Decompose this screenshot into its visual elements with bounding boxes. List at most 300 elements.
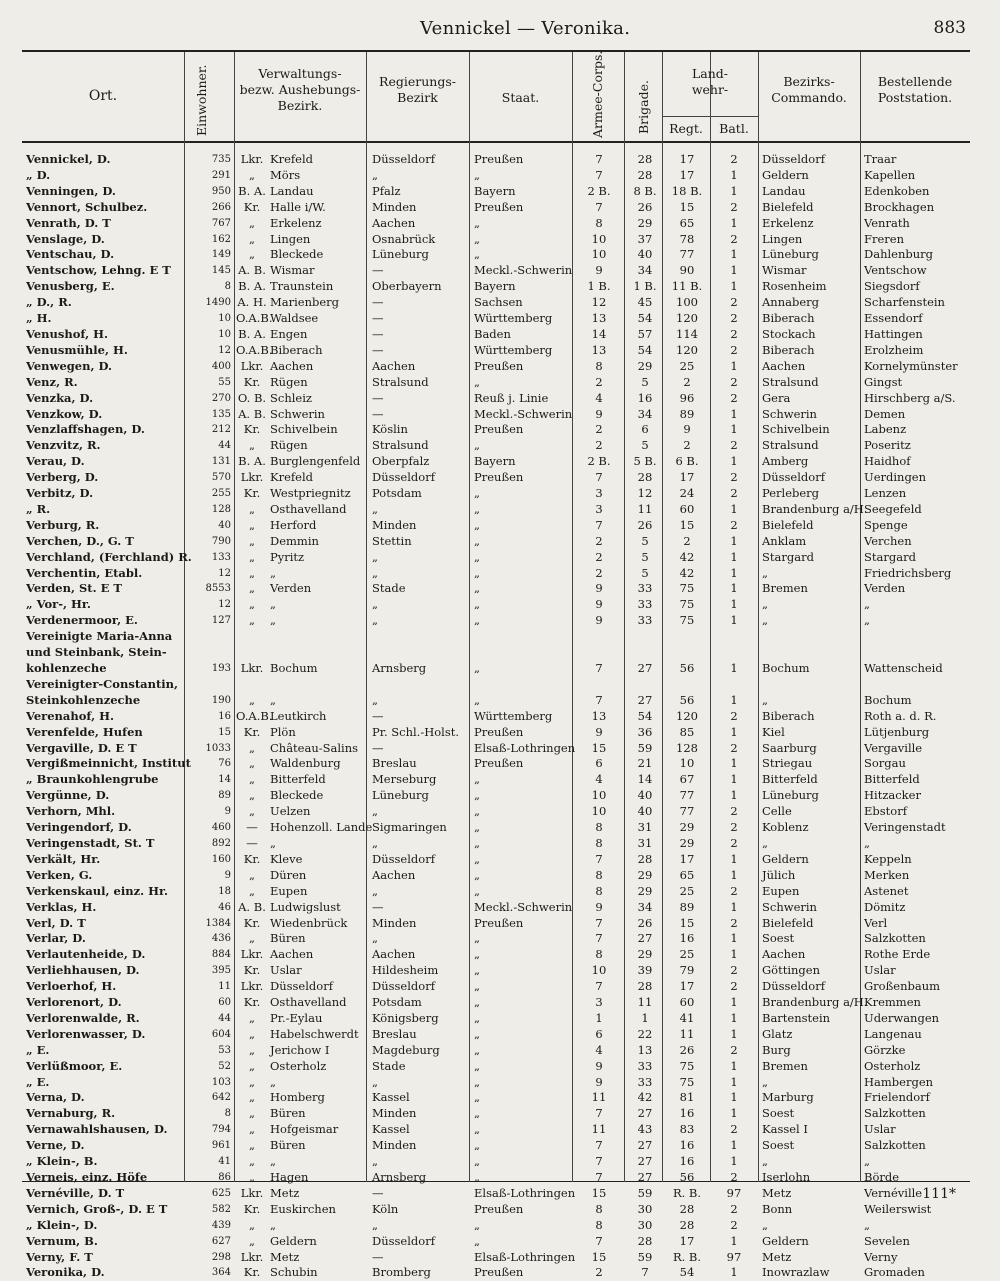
cell-gov-district: Lüneburg xyxy=(372,247,429,262)
cell-state: „ xyxy=(474,963,480,978)
cell-landwehr-batl: 2 xyxy=(730,1201,738,1216)
cell-state: Preußen xyxy=(474,470,524,485)
cell-admin-type: A. H. xyxy=(237,295,267,310)
cell-admin-district: Waldsee xyxy=(270,311,319,326)
table-row xyxy=(22,836,970,852)
cell-landwehr-batl: 2 xyxy=(730,470,738,485)
cell-landwehr-regt: 18 B. xyxy=(671,183,703,198)
cell-district-command: Schwerin xyxy=(762,899,817,914)
cell-landwehr-regt: 60 xyxy=(679,501,695,516)
cell-landwehr-regt: 25 xyxy=(679,947,695,962)
cell-landwehr-batl: 1 xyxy=(730,167,738,182)
cell-gov-district: Oberbayern xyxy=(372,279,442,294)
cell-gov-district: Potsdam xyxy=(372,486,422,501)
cell-admin-district: Château-Salins xyxy=(270,740,359,755)
cell-population: 9 xyxy=(224,869,231,881)
cell-landwehr-regt: 65 xyxy=(679,867,695,882)
cell-brigade: 5 xyxy=(641,533,649,548)
cell-landwehr-batl: 1 xyxy=(730,215,738,230)
cell-admin-type: Lkr. xyxy=(240,1249,264,1264)
header-landwehr-line2: wehr- xyxy=(691,82,729,97)
cell-state: Bayern xyxy=(474,454,516,469)
cell-landwehr-batl: 1 xyxy=(730,454,738,469)
cell-landwehr-batl: 2 xyxy=(730,486,738,501)
cell-brigade: 36 xyxy=(637,724,653,739)
cell-admin-district: Herford xyxy=(270,517,317,532)
cell-state: „ xyxy=(474,581,480,596)
cell-admin-district: Hohenzoll. Lande xyxy=(270,820,373,835)
cell-post-station: Verchen xyxy=(864,533,912,548)
cell-brigade: 34 xyxy=(637,406,653,421)
cell-landwehr-batl: 2 xyxy=(730,1122,738,1137)
cell-brigade: 22 xyxy=(637,1026,653,1041)
cell-post-station: Hitzacker xyxy=(864,788,921,803)
cell-landwehr-regt: 17 xyxy=(679,167,695,182)
cell-landwehr-regt: 128 xyxy=(676,740,698,755)
cell-district-command: „ xyxy=(762,613,768,628)
cell-place: „ R. xyxy=(26,501,51,516)
cell-admin-type: „ xyxy=(249,740,255,755)
cell-admin-type: Lkr. xyxy=(240,470,264,485)
table-row xyxy=(22,327,970,343)
cell-landwehr-regt: 120 xyxy=(676,311,698,326)
cell-gov-district: — xyxy=(372,740,384,755)
cell-state: „ xyxy=(474,565,480,580)
cell-state: „ xyxy=(474,1233,480,1248)
cell-district-command: „ xyxy=(762,1217,768,1232)
cell-population: 735 xyxy=(211,154,231,165)
cell-brigade: 29 xyxy=(637,358,653,373)
cell-population: 133 xyxy=(211,551,231,563)
cell-landwehr-regt: 89 xyxy=(679,406,695,421)
table-row xyxy=(22,804,970,820)
cell-district-command: Stralsund xyxy=(762,438,819,453)
cell-army-corps: 15 xyxy=(591,740,607,755)
table-row xyxy=(22,1186,970,1202)
cell-state: Elsaß-Lothringen xyxy=(474,1249,576,1264)
header-landwehr-line1: Land- xyxy=(691,66,729,81)
cell-landwehr-batl: 1 xyxy=(730,756,738,771)
header-bezirkscommando xyxy=(758,74,860,106)
cell-admin-district: Verden xyxy=(270,581,312,596)
cell-gov-district: Düsseldorf xyxy=(372,979,435,994)
cell-admin-district: „ xyxy=(270,613,276,628)
cell-army-corps: 2 xyxy=(595,1265,603,1280)
cell-population: 950 xyxy=(211,185,231,197)
cell-landwehr-regt: 16 xyxy=(679,1154,695,1169)
cell-landwehr-regt: 85 xyxy=(679,724,695,739)
cell-landwehr-regt: 17 xyxy=(679,851,695,866)
cell-gov-district: — xyxy=(372,406,384,421)
cell-place: Verlorenwasser, D. xyxy=(26,1026,146,1041)
header-landwehr xyxy=(662,66,758,98)
cell-landwehr-regt: 24 xyxy=(679,486,695,501)
cell-district-command: Soest xyxy=(762,1138,795,1153)
cell-landwehr-batl: 1 xyxy=(730,1138,738,1153)
table-row xyxy=(22,454,970,470)
header-verwaltung xyxy=(234,66,366,114)
header-bezirkscommando-line1: Bezirks- xyxy=(783,74,835,89)
cell-population: 627 xyxy=(211,1235,231,1247)
cell-brigade: 8 B. xyxy=(633,183,657,198)
cell-landwehr-batl: 1 xyxy=(730,422,738,437)
cell-gov-district: — xyxy=(372,1185,384,1200)
cell-brigade: 14 xyxy=(637,772,653,787)
cell-district-command: Bielefeld xyxy=(762,199,814,214)
cell-brigade: 29 xyxy=(637,215,653,230)
cell-army-corps: 1 xyxy=(595,1010,603,1025)
cell-admin-district: Eupen xyxy=(270,883,308,898)
cell-state: „ xyxy=(474,486,480,501)
cell-gov-district: Sigmaringen xyxy=(372,820,447,835)
cell-landwehr-regt: 2 xyxy=(683,374,691,389)
cell-district-command: Bielefeld xyxy=(762,915,814,930)
cell-army-corps: 13 xyxy=(591,342,607,357)
cell-admin-type: O.A.B. xyxy=(236,311,273,326)
cell-place: Ventschau, D. xyxy=(26,247,115,262)
cell-landwehr-batl: 1 xyxy=(730,692,738,707)
cell-place: Verdenermoor, E. xyxy=(26,613,138,628)
cell-landwehr-batl: 1 xyxy=(730,1090,738,1105)
cell-landwehr-batl: 1 xyxy=(730,1233,738,1248)
cell-gov-district: Aachen xyxy=(372,947,416,962)
cell-admin-type: Kr. xyxy=(243,963,261,978)
cell-state: „ xyxy=(474,374,480,389)
cell-brigade: 27 xyxy=(637,692,653,707)
cell-gov-district: — xyxy=(372,326,384,341)
cell-place: Veringenstadt, St. T xyxy=(26,835,155,850)
cell-district-command: Annaberg xyxy=(762,295,820,310)
cell-district-command: Bremen xyxy=(762,1058,808,1073)
cell-landwehr-regt: R. B. xyxy=(672,1249,702,1264)
table-row xyxy=(22,375,970,391)
cell-district-command: Lüneburg xyxy=(762,788,819,803)
cell-admin-type: O.A.B. xyxy=(236,342,273,357)
cell-district-command: Glatz xyxy=(762,1026,793,1041)
cell-landwehr-regt: 56 xyxy=(679,692,695,707)
cell-gov-district: Stralsund xyxy=(372,438,429,453)
cell-gov-district: Potsdam xyxy=(372,995,422,1010)
cell-post-station: Bitterfeld xyxy=(864,772,920,787)
cell-district-command: Düsseldorf xyxy=(762,979,825,994)
cell-landwehr-regt: 77 xyxy=(679,247,695,262)
header-staat: Staat. xyxy=(501,90,540,105)
cell-population: 12 xyxy=(218,344,231,356)
cell-population: 44 xyxy=(218,1012,231,1024)
cell-brigade: 59 xyxy=(637,1185,653,1200)
cell-army-corps: 9 xyxy=(595,613,603,628)
cell-place: Verkält, Hr. xyxy=(26,851,101,866)
cell-state: „ xyxy=(474,772,480,787)
cell-landwehr-regt: 16 xyxy=(679,1106,695,1121)
cell-landwehr-batl: 1 xyxy=(730,661,738,675)
cell-admin-type: „ xyxy=(249,1106,255,1121)
cell-gov-district: — xyxy=(372,311,384,326)
cell-gov-district: „ xyxy=(372,167,378,182)
table-row xyxy=(22,359,970,375)
cell-landwehr-batl: 2 xyxy=(730,152,738,166)
cell-landwehr-batl: 2 xyxy=(730,708,738,723)
cell-gov-district: Kassel xyxy=(372,1090,410,1105)
cell-post-station: Kornelymünster xyxy=(864,358,958,373)
cell-army-corps: 11 xyxy=(591,1090,607,1105)
cell-gov-district: Aachen xyxy=(372,867,416,882)
cell-district-command: Düsseldorf xyxy=(762,152,825,166)
cell-landwehr-batl: 2 xyxy=(730,915,738,930)
cell-post-station: Traar xyxy=(864,152,897,166)
cell-admin-type: A. B. xyxy=(238,406,266,421)
cell-brigade: 1 xyxy=(641,1010,649,1025)
cell-population: 190 xyxy=(211,694,231,706)
cell-state: „ xyxy=(474,549,480,564)
cell-gov-district: Hildesheim xyxy=(372,963,439,978)
cell-population: 55 xyxy=(218,376,231,388)
cell-admin-type: „ xyxy=(249,772,255,787)
cell-place: Vennort, Schulbez. xyxy=(26,199,148,214)
cell-army-corps: 2 xyxy=(595,438,603,453)
cell-brigade: 34 xyxy=(637,263,653,278)
cell-population: 291 xyxy=(211,169,231,181)
cell-gov-district: Minden xyxy=(372,1138,417,1153)
cell-brigade: 54 xyxy=(637,708,653,723)
cell-admin-district: Krefeld xyxy=(270,152,313,166)
cell-post-station: Osterholz xyxy=(864,1058,921,1073)
cell-post-station: „ xyxy=(864,597,870,612)
table-row xyxy=(22,709,970,725)
cell-place: Vergaville, D. E T xyxy=(26,740,137,755)
cell-gov-district: Kassel xyxy=(372,1122,410,1137)
cell-post-station: Merken xyxy=(864,867,910,882)
cell-landwehr-batl: 1 xyxy=(730,533,738,548)
cell-place: „ Klein-, D. xyxy=(26,1217,98,1232)
cell-landwehr-batl: 2 xyxy=(730,342,738,357)
cell-population: 12 xyxy=(218,599,231,611)
cell-district-command: Burg xyxy=(762,1042,791,1057)
cell-landwehr-regt: 6 B. xyxy=(675,454,699,469)
cell-landwehr-batl: 2 xyxy=(730,326,738,341)
table-row xyxy=(22,407,970,423)
cell-gov-district: — xyxy=(372,390,384,405)
cell-state: „ xyxy=(474,804,480,819)
table-row xyxy=(22,247,970,263)
cell-state: „ xyxy=(474,1106,480,1121)
cell-district-command: Lüneburg xyxy=(762,247,819,262)
cell-brigade: 57 xyxy=(637,326,653,341)
cell-post-station: Uerdingen xyxy=(864,470,927,485)
cell-state: Elsaß-Lothringen xyxy=(474,1185,576,1200)
cell-district-command: Striegau xyxy=(762,756,813,771)
cell-population: 89 xyxy=(218,790,231,802)
cell-district-command: Rosenheim xyxy=(762,279,827,294)
cell-district-command: Iserlohn xyxy=(762,1170,811,1184)
table-row xyxy=(22,979,970,995)
cell-admin-type: „ xyxy=(249,1010,255,1025)
cell-gov-district: Pfalz xyxy=(372,183,401,198)
cell-admin-district: Osterholz xyxy=(270,1058,327,1073)
cell-place: „ E. xyxy=(26,1074,50,1089)
cell-brigade: 28 xyxy=(637,152,653,166)
cell-district-command: Geldern xyxy=(762,851,809,866)
cell-place: und Steinbank, Stein- xyxy=(26,645,167,660)
cell-landwehr-regt: 56 xyxy=(679,661,695,675)
header-ort: Ort. xyxy=(88,88,118,104)
cell-post-station: „ xyxy=(864,1154,870,1169)
cell-post-station: Verden xyxy=(864,581,906,596)
cell-post-station: Uderwangen xyxy=(864,1010,940,1025)
cell-army-corps: 7 xyxy=(595,915,603,930)
cell-gov-district: Königsberg xyxy=(372,1010,439,1025)
cell-brigade: 31 xyxy=(637,820,653,835)
cell-army-corps: 2 xyxy=(595,565,603,580)
cell-brigade: 28 xyxy=(637,470,653,485)
cell-army-corps: 7 xyxy=(595,692,603,707)
cell-district-command: „ xyxy=(762,597,768,612)
cell-district-command: „ xyxy=(762,1154,768,1169)
cell-district-command: Saarburg xyxy=(762,740,817,755)
cell-state: „ xyxy=(474,215,480,230)
cell-army-corps: 8 xyxy=(595,820,603,835)
cell-admin-district: Engen xyxy=(270,326,308,341)
cell-admin-type: Kr. xyxy=(243,1201,261,1216)
table-row xyxy=(22,422,970,438)
cell-brigade: 27 xyxy=(637,1170,653,1184)
cell-admin-district: Aachen xyxy=(270,947,314,962)
cell-population: 86 xyxy=(218,1172,231,1183)
cell-place: Verchen, D., G. T xyxy=(26,533,134,548)
cell-post-station: Venrath xyxy=(864,215,910,230)
cell-brigade: 45 xyxy=(637,295,653,310)
cell-population: 270 xyxy=(211,392,231,404)
cell-post-station: Frielendorf xyxy=(864,1090,930,1105)
cell-brigade: 34 xyxy=(637,899,653,914)
cell-population: 41 xyxy=(218,1156,231,1168)
cell-landwehr-regt: 75 xyxy=(679,1058,695,1073)
cell-post-station: Gromaden xyxy=(864,1265,925,1280)
cell-admin-type: „ xyxy=(249,804,255,819)
cell-gov-district: Minden xyxy=(372,517,417,532)
cell-population: 193 xyxy=(211,663,231,674)
cell-state: Bayern xyxy=(474,279,516,294)
cell-admin-district: Kleve xyxy=(270,851,303,866)
cell-place: Venrath, D. T xyxy=(26,215,111,230)
cell-landwehr-batl: 1 xyxy=(730,724,738,739)
cell-army-corps: 9 xyxy=(595,263,603,278)
cell-admin-type: O. B. xyxy=(237,390,267,405)
cell-brigade: 12 xyxy=(637,486,653,501)
cell-landwehr-regt: 11 xyxy=(679,1026,695,1041)
table-row xyxy=(22,581,970,597)
cell-admin-district: Osthavelland xyxy=(270,995,347,1010)
cell-landwehr-regt: 25 xyxy=(679,358,695,373)
cell-state: Preußen xyxy=(474,756,524,771)
cell-landwehr-regt: 77 xyxy=(679,804,695,819)
cell-admin-type: „ xyxy=(249,533,255,548)
cell-admin-district: Büren xyxy=(270,1106,306,1121)
cell-state: „ xyxy=(474,661,480,675)
cell-army-corps: 2 xyxy=(595,422,603,437)
cell-landwehr-regt: 79 xyxy=(679,963,695,978)
cell-state: Meckl.-Schwerin xyxy=(474,899,573,914)
table-row xyxy=(22,947,970,963)
top-rule xyxy=(22,50,970,52)
cell-post-station: Haidhof xyxy=(864,454,911,469)
cell-population: 44 xyxy=(218,440,231,452)
cell-district-command: Biberach xyxy=(762,708,815,723)
table-row xyxy=(22,279,970,295)
cell-landwehr-batl: 2 xyxy=(730,1217,738,1232)
cell-landwehr-regt: 67 xyxy=(679,772,695,787)
cell-gov-district: Minden xyxy=(372,1106,417,1121)
cell-district-command: Anklam xyxy=(762,533,807,548)
cell-population: 160 xyxy=(211,853,231,865)
cell-gov-district: Pr. Schl.-Holst. xyxy=(372,724,460,739)
cell-army-corps: 7 xyxy=(595,1154,603,1169)
cell-place: „ H. xyxy=(26,311,52,326)
cell-landwehr-batl: 1 xyxy=(730,995,738,1010)
cell-admin-district: Demmin xyxy=(270,533,319,548)
cell-post-station: Dahlenburg xyxy=(864,247,933,262)
cell-admin-type: Kr. xyxy=(243,915,261,930)
cell-admin-type: „ xyxy=(249,788,255,803)
cell-state: Preußen xyxy=(474,1265,524,1280)
cell-admin-district: Schwerin xyxy=(270,406,325,421)
table-row xyxy=(22,725,970,741)
cell-gov-district: — xyxy=(372,295,384,310)
cell-brigade: 26 xyxy=(637,199,653,214)
cell-landwehr-batl: 2 xyxy=(730,517,738,532)
cell-population: 10 xyxy=(218,328,231,340)
cell-gov-district: Minden xyxy=(372,915,417,930)
cell-brigade: 29 xyxy=(637,867,653,882)
cell-post-station: Langenau xyxy=(864,1026,922,1041)
cell-landwehr-batl: 1 xyxy=(730,279,738,294)
cell-population: 162 xyxy=(211,233,231,245)
cell-landwehr-batl: 97 xyxy=(726,1185,742,1200)
cell-population: 8553 xyxy=(205,583,231,595)
table-row xyxy=(22,1138,970,1154)
cell-gov-district: Magdeburg xyxy=(372,1042,440,1057)
table-row xyxy=(22,1234,970,1250)
cell-gov-district: „ xyxy=(372,883,378,898)
cell-admin-district: Metz xyxy=(270,1185,300,1200)
cell-landwehr-batl: 2 xyxy=(730,979,738,994)
cell-state: „ xyxy=(474,995,480,1010)
table-row xyxy=(22,1250,970,1266)
cell-admin-district: Biberach xyxy=(270,342,323,357)
cell-place: Ventschow, Lehng. E T xyxy=(26,263,171,278)
table-row xyxy=(22,486,970,502)
cell-post-station: Ebstorf xyxy=(864,804,907,819)
cell-post-station: „ xyxy=(864,835,870,850)
cell-population: 364 xyxy=(211,1267,231,1279)
cell-admin-type: B. A. xyxy=(238,326,266,341)
cell-state: „ xyxy=(474,851,480,866)
cell-place: Verlorenort, D. xyxy=(26,995,122,1010)
cell-admin-district: Geldern xyxy=(270,1233,317,1248)
cell-district-command: Düsseldorf xyxy=(762,470,825,485)
cell-district-command: Geldern xyxy=(762,167,809,182)
cell-post-station: Salzkotten xyxy=(864,1106,926,1121)
cell-place: Vereinigter-Constantin, xyxy=(26,676,178,691)
cell-place: Vernich, Groß-, D. E T xyxy=(26,1201,168,1216)
cell-place: Verken, G. xyxy=(26,867,93,882)
table-row xyxy=(22,916,970,932)
cell-population: 604 xyxy=(211,1028,231,1040)
cell-landwehr-batl: 97 xyxy=(726,1249,742,1264)
table-row xyxy=(22,1154,970,1170)
cell-brigade: 37 xyxy=(637,231,653,246)
cell-army-corps: 2 B. xyxy=(587,454,611,469)
